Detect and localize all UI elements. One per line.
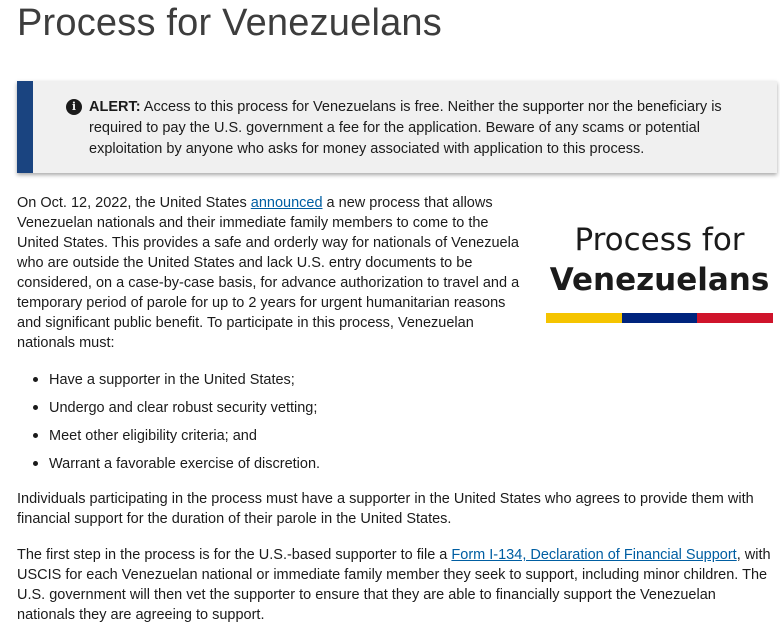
list-item: Meet other eligibility criteria; and (30, 426, 320, 454)
intro-paragraph (17, 193, 527, 353)
page-title: Process for Venezuelans (17, 2, 442, 44)
requirements-list (30, 370, 320, 482)
alert-text: Access to this process for Venezuelans is free. Neither the supporter nor the beneficiary is required to pay the U.S. government a fee for the application. Beware of any scams or potential exploitation by anyone who asks for money associated with application to this process. (89, 99, 722, 157)
info-icon: i (66, 99, 82, 115)
promo-graphic (546, 220, 773, 325)
list-item: Undergo and clear robust security vetting; (30, 398, 320, 426)
announced-link[interactable]: announced (250, 195, 323, 211)
flag-stripe-yellow (546, 313, 622, 323)
first-step-text-start: The first step in the process is for the U.S.-based supporter to file a (17, 547, 452, 563)
intro-text-start: On Oct. 12, 2022, the United States (17, 195, 251, 211)
alert-label: ALERT: (89, 99, 141, 115)
first-step-text-end: , with USCIS for each Venezuelan national or immediate family member they seek to support, including minor children. The U.S. government will then vet the supporter to ensure that they are able to financially support the Venezuelan nationals they are agreeing to support. (17, 547, 771, 623)
promo-title-line2: Venezuelans (549, 262, 770, 298)
promo-title-line1: Process for (574, 222, 745, 258)
flag-stripe-blue (622, 313, 697, 323)
flag-stripe-red (697, 313, 773, 323)
list-item: Warrant a favorable exercise of discretion. (30, 454, 320, 482)
supporter-paragraph: Individuals participating in the process must have a supporter in the United States who agrees to provide them with financial support for the duration of their parole in the United States. (17, 491, 754, 527)
first-step-paragraph (17, 545, 777, 625)
list-item: Have a supporter in the United States; (30, 370, 320, 398)
intro-text-end: a new process that allows Venezuelan nationals and their immediate family members to come to the United States. This provides a safe and orderly way for nationals of Venezuela who are outside the United States and lack U.S. entry documents to be considered, on a case-by-case basis, for advance authorization to travel and a temporary period of parole for up to 2 years for urgent humanitarian reasons and significant public benefit. To participate in this process, Venezuelan nationals must: (17, 195, 520, 351)
form-i134-link[interactable]: Form I-134, Declaration of Financial Support (451, 547, 737, 563)
alert-message (89, 97, 769, 160)
alert-box (17, 81, 777, 173)
